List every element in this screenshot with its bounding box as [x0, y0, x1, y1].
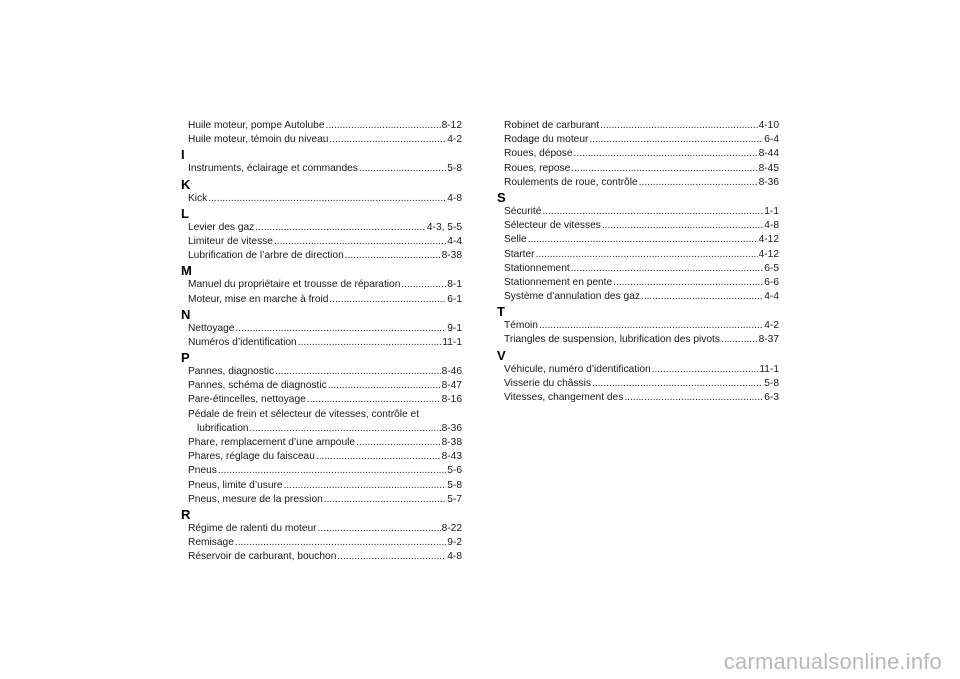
index-entry: Stationnement ..... 6-5 [497, 262, 779, 276]
dot-leader [356, 436, 441, 450]
index-entry: Témoin ..... 4-2 [497, 319, 779, 333]
index-entry: Régime de ralenti du moteur ..... 8-22 [181, 522, 462, 536]
index-entry: Pannes, diagnostic ..... 8-46 [181, 365, 462, 379]
dot-leader [274, 235, 446, 249]
section-letter-m: M [181, 263, 192, 279]
dot-leader [275, 365, 441, 379]
index-entry: Huile moteur, témoin du niveau ..... 4-2 [181, 133, 462, 147]
index-entry: Roues, repose ..... 8-45 [497, 162, 779, 176]
index-entry: Huile moteur, pompe Autolube ..... 8-12 [181, 119, 462, 133]
index-entry: Vitesses, changement des ..... 6-3 [497, 391, 779, 405]
dot-leader [218, 464, 446, 478]
dot-leader [316, 450, 441, 464]
index-entry: Pare-étincelles, nettoyage ..... 8-16 [181, 393, 462, 407]
dot-leader [235, 536, 446, 550]
index-entry-line: Pédale de frein et sélecteur de vitesses, contrôle et [188, 408, 420, 420]
dot-leader [255, 221, 426, 235]
dot-leader [337, 550, 446, 564]
index-entry: Limiteur de vitesse ..... 4-4 [181, 235, 462, 249]
dot-leader [208, 192, 446, 206]
dot-leader [574, 147, 758, 161]
dot-leader [571, 262, 764, 276]
dot-leader [528, 233, 758, 247]
index-entry: Remisage ..... 9-2 [181, 536, 462, 550]
index-entry: Phares, réglage du faisceau ..... 8-43 [181, 450, 462, 464]
index-entry: Selle ..... 4-12 [497, 233, 779, 247]
dot-leader [250, 422, 441, 436]
dot-leader [326, 119, 441, 133]
index-entry: Robinet de carburant ..... 4-10 [497, 119, 779, 133]
index-entry: Manuel du propriétaire et trousse de réparation ..... 8-1 [181, 278, 462, 292]
dot-leader [359, 162, 446, 176]
index-entry: Kick ..... 4-8 [181, 192, 462, 206]
dot-leader [329, 293, 446, 307]
dot-leader [600, 119, 757, 133]
index-entry: Véhicule, numéro d’identification ..... 11-1 [497, 363, 779, 377]
dot-leader [536, 248, 758, 262]
section-letter-n: N [181, 306, 191, 322]
index-entry: Lubrification de l’arbre de direction ..... 8-38 [181, 249, 462, 263]
index-column-left [181, 119, 462, 565]
dot-leader [721, 333, 758, 347]
dot-leader [401, 278, 446, 292]
index-entry: Rodage du moteur ..... 6-4 [497, 133, 779, 147]
watermark: carmanualsonline.info [723, 649, 942, 674]
section-letter-t: T [497, 304, 505, 320]
index-entry: Instruments, éclairage et commandes ..... 5-8 [181, 162, 462, 176]
index-entry-continued: lubrification ..... 8-36 [181, 422, 462, 436]
dot-leader [641, 290, 763, 304]
index-entry: Stationnement en pente ..... 6-6 [497, 276, 779, 290]
index-entry: Sécurité ..... 1-1 [497, 205, 779, 219]
index-entry: Système d’annulation des gaz ..... 4-4 [497, 290, 779, 304]
index-column-right [497, 119, 779, 405]
dot-leader [298, 336, 442, 350]
dot-leader [571, 162, 757, 176]
section-letter-s: S [497, 189, 506, 205]
index-entry: Starter ..... 4-12 [497, 248, 779, 262]
section-letter-r: R [181, 506, 191, 522]
dot-leader [589, 133, 763, 147]
index-entry: Pneus, limite d’usure ..... 5-8 [181, 479, 462, 493]
dot-leader [328, 379, 441, 393]
index-entry: Pannes, schéma de diagnostic ..... 8-47 [181, 379, 462, 393]
dot-leader [284, 479, 447, 493]
index-entry: Moteur, mise en marche à froid ..... 6-1 [181, 293, 462, 307]
index-entry: Pneus ..... 5-6 [181, 464, 462, 478]
dot-leader [539, 319, 763, 333]
index-entry: Numéros d’identification ..... 11-1 [181, 336, 462, 350]
index-entry: Phare, remplacement d’une ampoule ..... 8-38 [181, 436, 462, 450]
index-entry: Triangles de suspension, lubrification des pivots ..... 8-37 [497, 333, 779, 347]
index-entry: Levier des gaz ..... 4-3, 5-5 [181, 221, 462, 235]
dot-leader [613, 276, 763, 290]
dot-leader [542, 205, 763, 219]
section-letter-v: V [497, 347, 506, 363]
section-letter-p: P [181, 350, 190, 366]
dot-leader [624, 391, 763, 405]
dot-leader [639, 176, 758, 190]
index-entry: Sélecteur de vitesses ..... 4-8 [497, 219, 779, 233]
dot-leader [324, 493, 446, 507]
dot-leader [329, 133, 446, 147]
index-entry: Réservoir de carburant, bouchon ..... 4-8 [181, 550, 462, 564]
dot-leader [318, 522, 441, 536]
dot-leader [592, 377, 763, 391]
dot-leader [652, 363, 759, 377]
index-entry: Pneus, mesure de la pression ..... 5-7 [181, 493, 462, 507]
dot-leader [235, 322, 446, 336]
dot-leader [307, 393, 441, 407]
index-entry: Roulements de roue, contrôle ..... 8-36 [497, 176, 779, 190]
index-entry: Nettoyage ..... 9-1 [181, 322, 462, 336]
section-letter-k: K [181, 176, 191, 192]
index-entry: Roues, dépose ..... 8-44 [497, 147, 779, 161]
index-entry: Visserie du châssis ..... 5-8 [497, 377, 779, 391]
dot-leader [345, 249, 441, 263]
dot-leader [602, 219, 763, 233]
section-letter-i: I [181, 147, 185, 163]
section-letter-l: L [181, 205, 189, 221]
